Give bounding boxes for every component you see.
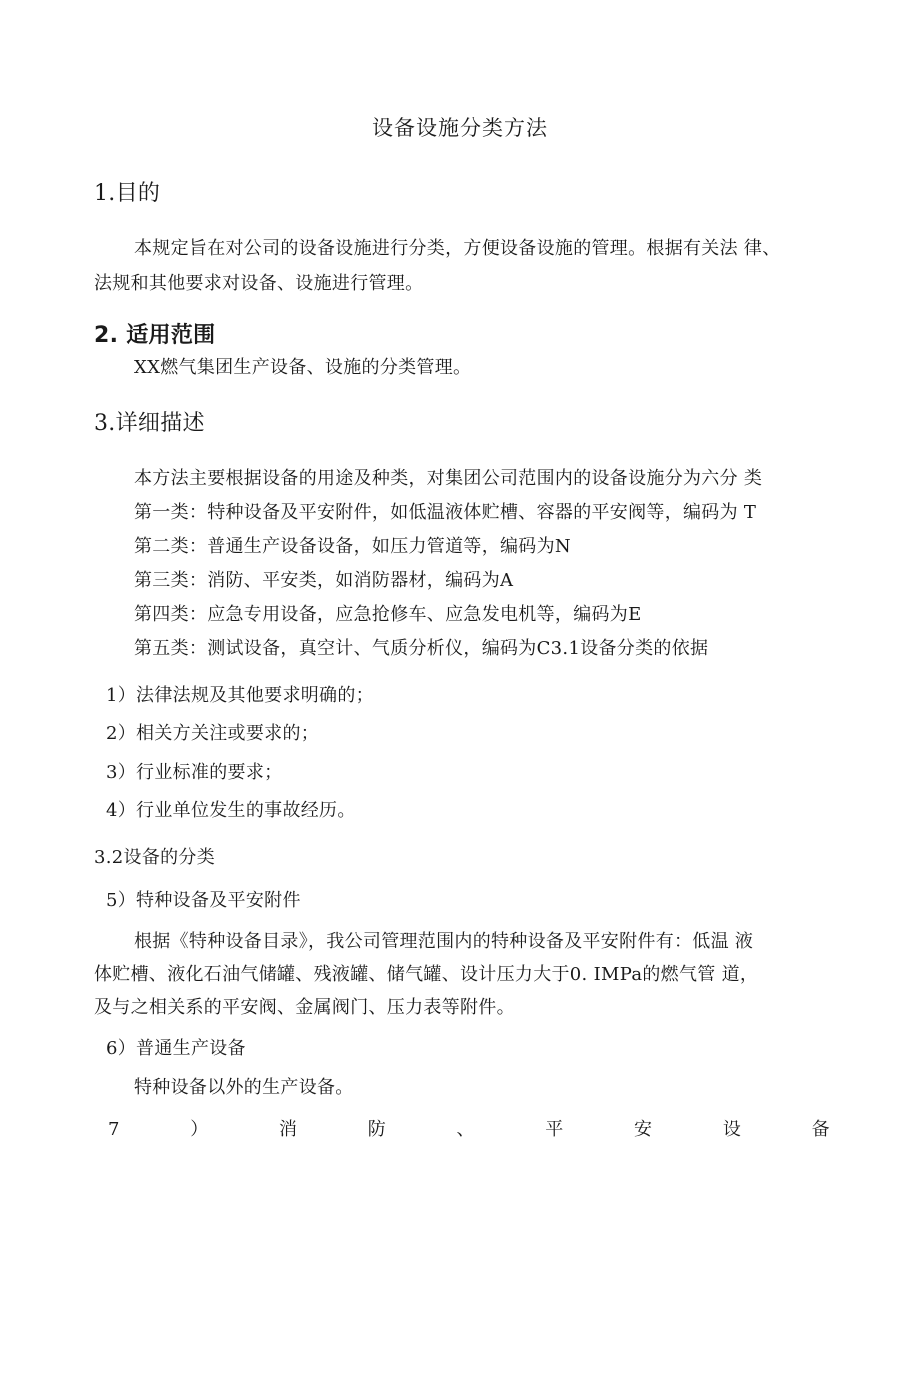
category-2: 第二类：普通生产设备设备，如压力管道等，编码为N [134,536,571,557]
category-1: 第一类：特种设备及平安附件，如低温液体贮槽、容器的平安阀等，编码为 T [134,502,757,523]
item-7-char: 消 [278,1119,298,1140]
section-3-heading: 3.详细描述 [94,411,205,436]
category-3: 第三类：消防、平安类，如消防器材，编码为A [134,570,514,591]
section-1-heading: 1.目的 [94,181,161,206]
section-2-paragraph: XX燃气集团生产设备、设施的分类管理。 [134,357,472,378]
item-7-heading [108,1118,830,1142]
item-7-char: 安 [634,1119,653,1140]
item-6-paragraph: 特种设备以外的生产设备。 [134,1077,354,1098]
section-2-heading: 2. 适用范围 [94,323,216,348]
item-7-char: 设 [722,1119,742,1140]
item-5-paragraph-line-1: 根据《特种设备目录》，我公司管理范围内的特种设备及平安附件有：低温 液 [134,931,754,952]
basis-item-3: 3）行业标准的要求； [106,762,283,783]
item-6-heading: 6）普通生产设备 [106,1038,246,1059]
item-7-char: 备 [811,1119,830,1140]
basis-item-2: 2）相关方关注或要求的； [106,723,320,744]
section-1-paragraph-line-1: 本规定旨在对公司的设备设施进行分类，方便设备设施的管理。根据有关法 律、 [134,238,781,259]
basis-item-4: 4）行业单位发生的事故经历。 [106,800,356,821]
item-7-char: 7 [108,1119,120,1140]
item-7-char: 平 [545,1119,564,1140]
item-5-heading: 5）特种设备及平安附件 [106,890,301,911]
item-7-char: 防 [367,1119,387,1140]
subsection-3-2-heading: 3.2设备的分类 [94,847,216,868]
category-5: 第五类：测试设备，真空计、气质分析仪，编码为C3.1设备分类的依据 [134,638,709,659]
page-title: 设备设施分类方法 [372,116,548,140]
category-4: 第四类：应急专用设备，应急抢修车、应急发电机等，编码为E [134,604,642,625]
item-7-char: ） [190,1119,209,1140]
item-5-paragraph-line-3: 及与之相关系的平安阀、金属阀门、压力表等附件。 [94,997,515,1018]
section-3-intro: 本方法主要根据设备的用途及种类，对集团公司范围内的设备设施分为六分 类 [134,468,763,489]
section-1-paragraph-line-2: 法规和其他要求对设备、设施进行管理。 [94,273,424,294]
item-5-paragraph-line-2: 体贮槽、液化石油气储罐、残液罐、储气罐、设计压力大于0. IMPa的燃气管 道， [94,964,759,985]
basis-item-1: 1）法律法规及其他要求明确的； [106,685,374,706]
item-7-char: 、 [456,1119,475,1140]
